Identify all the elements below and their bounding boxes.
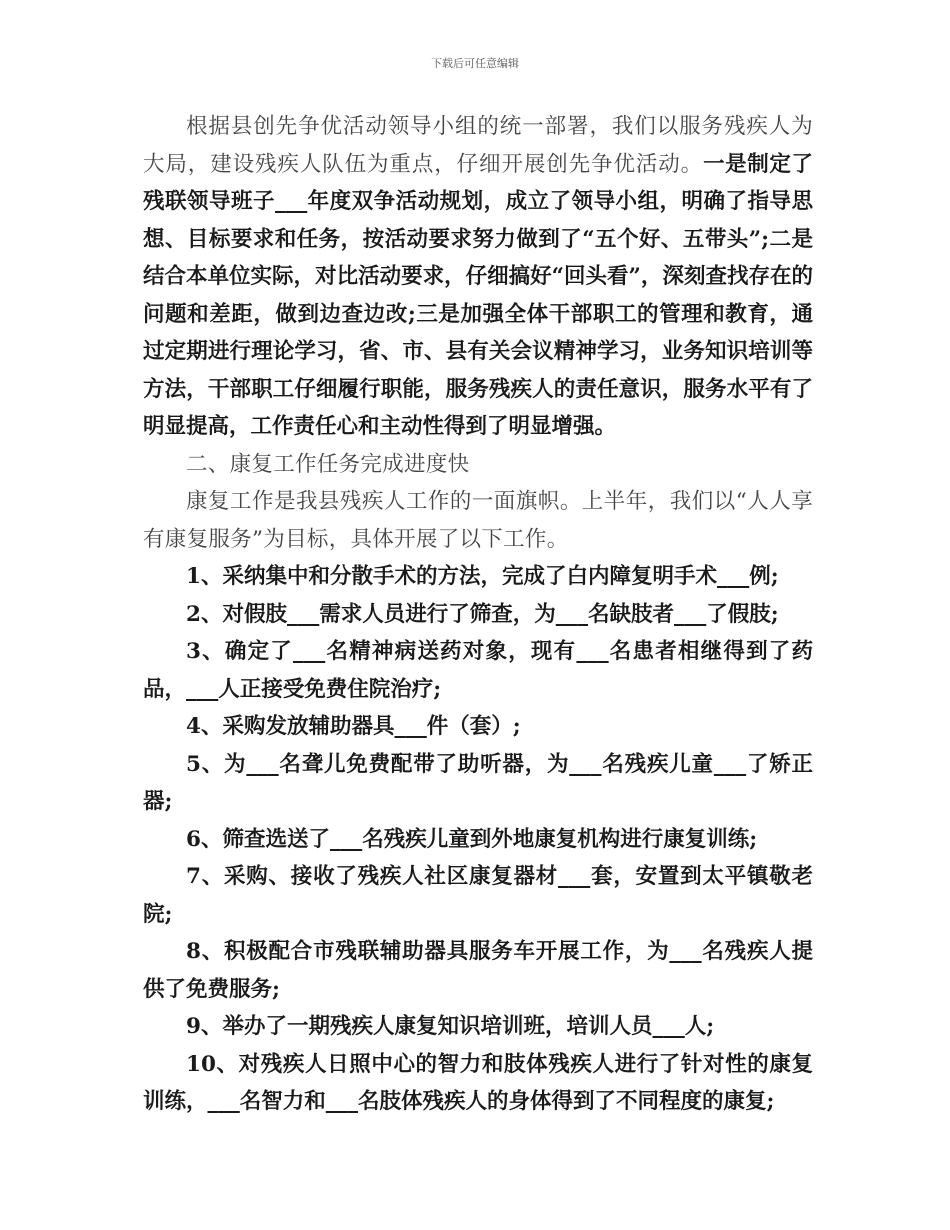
list-item-10: 10、对残疾人日照中心的智力和肢体残疾人进行了针对性的康复训练，___名智力和___名肢体残疾人的身体得到了不同程度的康复; — [143, 1051, 813, 1114]
paragraph-intro — [143, 108, 813, 446]
intro-light-text: 根据县创先争优活动领导小组的统一部署，我们以服务残疾人为大局，建设残疾人队伍为重点，仔细开展创先争优活动。 — [143, 114, 813, 177]
list-item-5: 5、为___名聋儿免费配带了助听器，为___名残疾儿童___了矫正器; — [143, 751, 813, 814]
list-item-9: 9、举办了一期残疾人康复知识培训班，培训人员___人; — [186, 1014, 715, 1039]
list-item-1: 1、采纳集中和分散手术的方法，完成了白内障复明手术___例; — [186, 564, 779, 589]
page-header: 下载后可任意编辑 — [431, 57, 519, 70]
document-body — [143, 108, 813, 1121]
list-item-8: 8、积极配合市残联辅助器具服务车开展工作，为___名残疾人提供了免费服务; — [143, 939, 813, 1002]
paragraph-rehab-intro: 康复工作是我县残疾人工作的一面旗帜。上半年，我们以“人人享有康复服务”为目标，具体开展了以下工作。 — [143, 489, 813, 552]
list-item-2: 2、对假肢___需求人员进行了筛查，为___名缺肢者___了假肢; — [186, 601, 779, 627]
list-item-4: 4、采购发放辅助器具___件（套）; — [186, 714, 521, 739]
list-item-7: 7、采购、接收了残疾人社区康复器材___套，安置到太平镇敬老院; — [143, 864, 813, 927]
section-heading: 二、康复工作任务完成进度快 — [186, 451, 470, 477]
intro-bold-text: 一是制定了残联领导班子___年度双争活动规划，成立了领导小组，明确了指导思想、目标要求和任务，按活动要求努力做到了“五个好、五带头”;二是结合本单位实际，对比活动要求，仔细搞好“回头看”，深刻查找存在的问题和差距，做到边查边改;三是加强全体干部职工的管理和教育，通过定期进行理论学习，省、市、县有关会议精神学习，业务知识培训等方法，干部职工仔细履行职能，服务残疾人的责任意识，服务水平有了明显提高，工作责任心和主动性得到了明显增强。 — [143, 151, 813, 439]
list-item-3: 3、确定了___名精神病送药对象，现有___名患者相继得到了药品，___人正接受免费住院治疗; — [143, 639, 813, 702]
list-item-6: 6、筛查选送了___名残疾儿童到外地康复机构进行康复训练; — [186, 826, 758, 852]
